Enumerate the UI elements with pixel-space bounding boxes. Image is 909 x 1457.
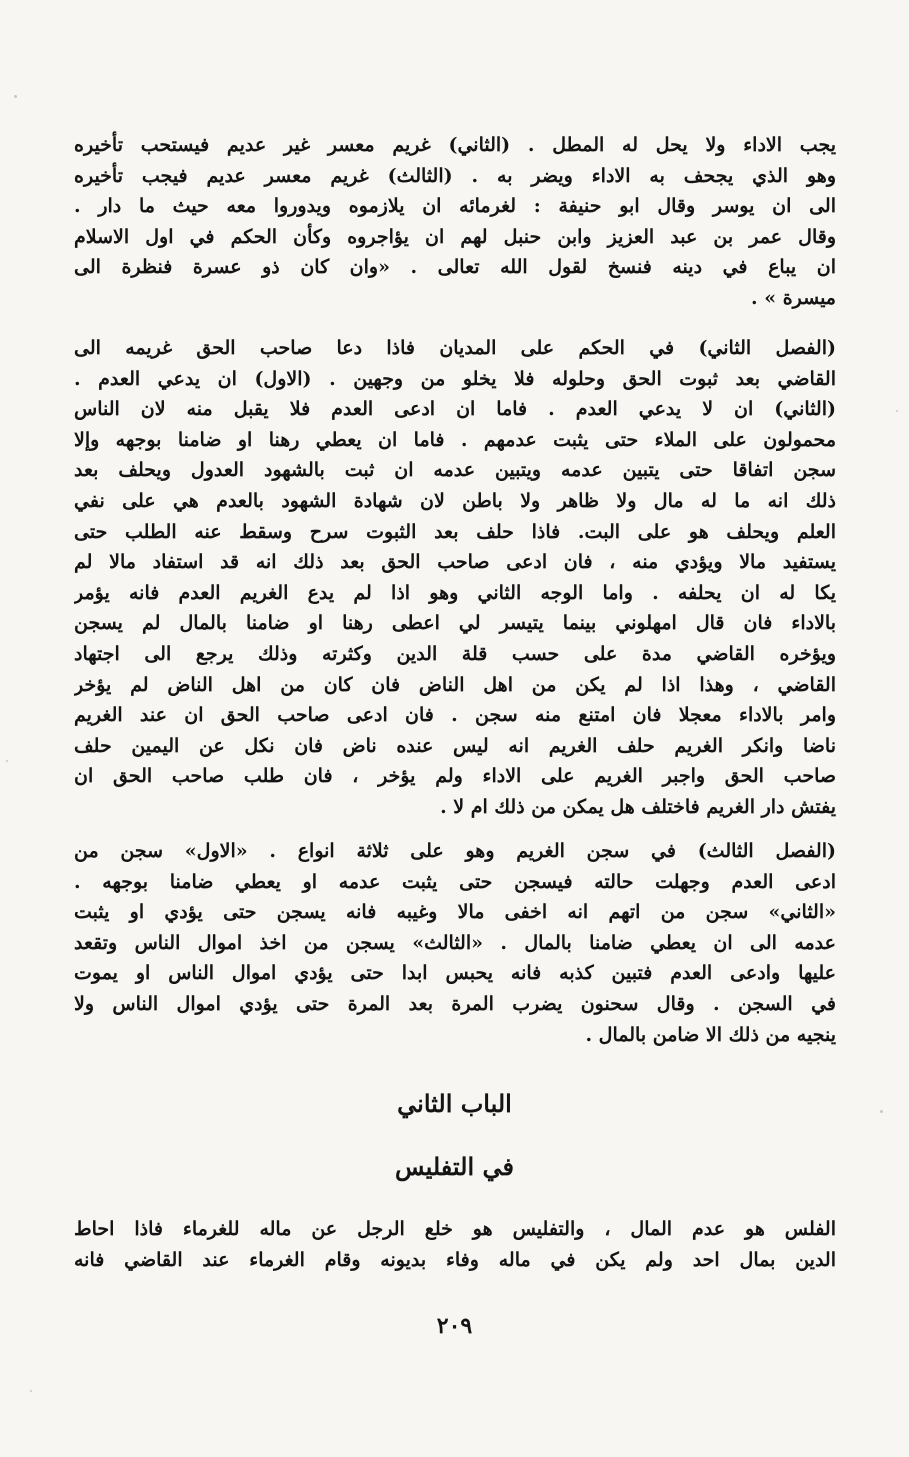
text-line: في السجن . وقال سحنون يضرب المرة بعد المرة حتى يؤدي اموال الناس ولا [74,992,836,1015]
paragraph-2 [74,333,836,823]
text-line: يجب الاداء ولا يحل له المطل . (الثاني) غريم معسر غير عديم فيستحب تأخيره [74,134,836,156]
text-line: بالاداء فان قال امهلوني بينما يتيسر لي اعطى رهنا او ضامنا بالمال لم يسجن [74,612,836,635]
paper-speck [30,1390,32,1392]
paper-speck [896,410,898,412]
text-line: وامر بالاداء معجلا فان امتنع منه سجن . فان ادعى صاحب الحق ان عند الغريم [74,704,836,727]
text-line: (الثاني) ان لا يدعي العدم . فاما ان ادعى العدم فلا يقبل منه لان الناس [74,398,836,421]
chapter-subheading: في التفليس [395,1152,514,1181]
text-line: عليها وادعى العدم فتبين كذبه فانه يحبس ابدا حتى يؤدي اموال الناس او يموت [74,962,836,985]
text-line: الدين بمال احد ولم يكن في ماله وفاء بديونه وقام الغرماء عند القاضي فانه [74,1248,836,1271]
text-line: ميسرة » . [750,286,836,309]
text-line: عدمه الى ان يعطي ضامنا بالمال . «الثالث» يسجن من اخذ اموال الناس وتقعد [74,931,836,954]
text-line: العلم ويحلف هو على البت. فاذا حلف بعد الثبوت سرح وسقط عنه الطلب حتى [74,520,836,543]
text-line: الفلس هو عدم المال ، والتفليس هو خلع الرجل عن ماله للغرماء فاذا احاط [74,1218,836,1240]
text-line: وهو الذي يجحف به الاداء ويضر به . (الثالث) غريم معسر عديم فيجب تأخيره [74,164,836,187]
paper-speck [6,760,8,762]
text-line: يفتش دار الغريم فاختلف هل يمكن من ذلك ام لا . [440,795,836,818]
text-line: الى ان يوسر وقال ابو حنيفة : لغرمائه ان يلازموه ويدوروا معه حيث ما دار . [74,195,836,218]
text-line: ينجيه من ذلك الا ضامن بالمال . [585,1023,836,1046]
text-line: وقال عمر بن عبد العزيز وابن حنبل لهم ان يؤاجروه وكأن الحكم في اول الاسلام [74,225,836,248]
text-line: القاضي بعد ثبوت الحق وحلوله فلا يخلو من وجهين . (الاول) ان يدعي العدم . [74,367,836,390]
text-line: يكا له ان يحلفه . واما الوجه الثاني وهو اذا لم يدع الغريم العدم فانه يؤمر [74,581,836,604]
chapter-heading: الباب الثاني [397,1089,512,1118]
paragraph-3 [74,836,836,1050]
text-line: (الفصل الثاني) في الحكم على المديان فاذا دعا صاحب الحق غريمه الى [74,337,836,359]
page-number: ٢٠٩ [436,1313,473,1339]
text-line: ادعى العدم وجهلت حالته فيسجن حتى يثبت عدمه او يعطي ضامنا بوجهه . [74,870,836,893]
text-line: القاضي ، وهذا اذا لم يكن من اهل الناض فان كان من اهل الناض لم يؤخر [74,673,836,696]
text-line: (الفصل الثالث) في سجن الغريم وهو على ثلاثة انواع . «الاول» سجن من [74,840,836,862]
paper-speck [14,95,17,98]
text-line: يستفيد مالا ويؤدي منه ، فان ادعى صاحب الحق بعد ذلك انه قد استفاد مالا لم [74,551,836,574]
text-line: ناضا وانكر الغريم حلف الغريم انه ليس عنده ناض فان نكل عن اليمين حلف [74,734,836,757]
paragraph-1 [74,130,836,314]
paragraph-4 [74,1214,836,1275]
text-line: ذلك انه ما له مال ولا ظاهر ولا باطن لان شهادة الشهود بالعدم هي على نفي [74,489,836,512]
text-line: سجن اتفاقا حتى يتبين عدمه ويتبين عدمه ان ثبت بالشهود العدول ويحلف بعد [74,459,836,482]
text-line: ويؤخره القاضي مدة على حسب قلة الدين وكثرته وذلك يرجع الى اجتهاد [74,642,836,665]
text-line: «الثاني» سجن من اتهم انه اخفى مالا وغيبه فانه يسجن حتى يؤدي او يثبت [74,901,836,924]
text-line: محمولون على الملاء حتى يثبت عدمهم . فاما ان يعطي رهنا او ضامنا بوجهه وإلا [74,428,836,451]
text-line: صاحب الحق واجبر الغريم على الاداء ولم يؤخر ، فان طلب صاحب الحق ان [74,765,836,788]
text-line: ان يباع في دينه فنسخ لقول الله تعالى . «وان كان ذو عسرة فنظرة الى [74,256,836,279]
